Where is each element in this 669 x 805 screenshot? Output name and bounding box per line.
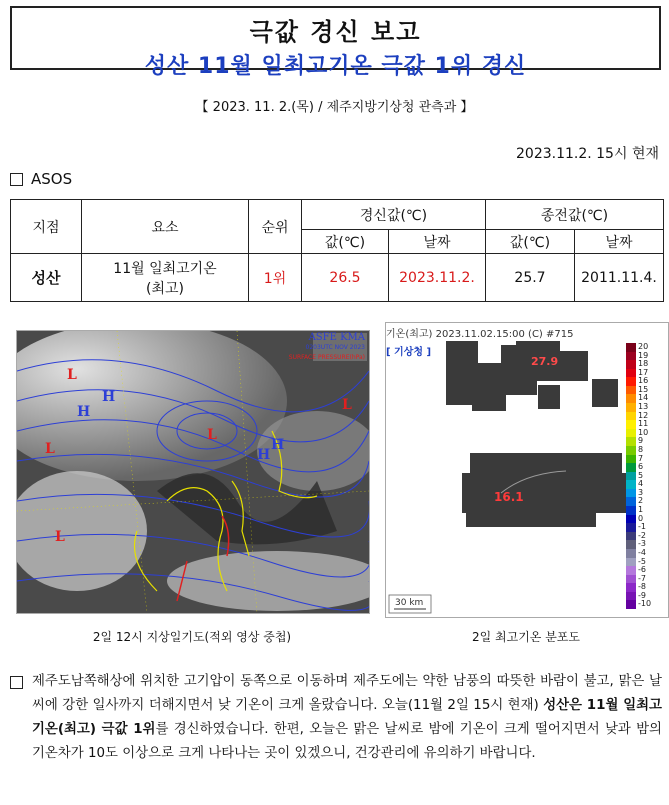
cell-new-date: 2023.11.2.	[389, 254, 486, 302]
legend-label: 16	[638, 376, 649, 386]
summary-text	[32, 670, 662, 766]
legend-label: 15	[638, 384, 649, 394]
legend-label: 9	[638, 436, 644, 446]
header-new-value: 경신값(℃)	[302, 200, 486, 230]
legend-swatch	[626, 403, 636, 412]
legend-label: -7	[638, 573, 646, 583]
legend-entry	[626, 575, 666, 584]
cell-element-line2: (최고)	[146, 280, 184, 297]
legend-label: -1	[638, 522, 646, 532]
header-element: 요소	[82, 200, 249, 254]
chart-stamp-time: 0203UTC NOV 2023	[305, 344, 365, 351]
high-pressure-marker: H	[271, 437, 285, 453]
legend-label: 13	[638, 402, 649, 412]
legend-swatch	[626, 489, 636, 498]
legend-swatch	[626, 420, 636, 429]
cell-station: 성산	[11, 254, 82, 302]
cell-element-line1: 11월 일최고기온	[113, 260, 217, 277]
header-station: 지점	[11, 200, 82, 254]
legend-swatch	[626, 472, 636, 481]
legend-entry	[626, 600, 666, 609]
legend-swatch	[626, 566, 636, 575]
legend-swatch	[626, 343, 636, 352]
legend-entry	[626, 523, 666, 532]
legend-entry	[626, 558, 666, 567]
high-pressure-marker: H	[257, 447, 271, 463]
legend-label: 2	[638, 496, 644, 506]
legend-entry	[626, 583, 666, 592]
legend-swatch	[626, 429, 636, 438]
max-temp-map	[385, 322, 669, 618]
map-scale-bar: 30 km	[395, 598, 424, 608]
title-box	[10, 6, 661, 79]
weather-chart-image	[17, 331, 369, 613]
section-asos	[10, 170, 72, 188]
section-label: ASOS	[31, 170, 73, 188]
office-line: 【 2023. 11. 2.(목) / 제주지방기상청 관측과 】	[195, 100, 474, 115]
legend-swatch	[626, 377, 636, 386]
legend-swatch	[626, 497, 636, 506]
legend-swatch	[626, 523, 636, 532]
cell-element	[82, 254, 249, 302]
figure2-caption: 2일 최고기온 분포도	[471, 630, 580, 644]
legend-swatch	[626, 592, 636, 601]
legend-label: -9	[638, 590, 646, 600]
legend-entry	[626, 497, 666, 506]
legend-entry	[626, 437, 666, 446]
cell-new-value: 26.5	[302, 254, 389, 302]
record-table	[10, 199, 664, 302]
map-agency: [ 기상청 ]	[386, 347, 432, 358]
color-legend	[626, 343, 666, 609]
high-pressure-marker: H	[77, 404, 91, 420]
map-value-top: 27.9	[531, 355, 559, 368]
map-value-center: 16.1	[494, 490, 524, 504]
chart-stamp	[289, 333, 365, 363]
summary-part1: 제주도남쪽해상에 위치한 고기압이 동쪽으로 이동하며 제주도에는 약한 남풍의 따뜻한 바람이 불고, 맑은 날씨에 강한 일사까지 더해지면서 낮 기온이 크게 올랐습니다. 오늘(11월 2일 15시 현재)	[32, 674, 662, 713]
map-title: 기온(최고) 2023.11.02.15:00 (C) #715	[386, 329, 574, 340]
legend-label: 19	[638, 350, 649, 360]
legend-label: -6	[638, 565, 646, 575]
header-new-val: 값(℃)	[302, 230, 389, 254]
page-title: 극값 경신 보고	[249, 18, 422, 46]
summary-bold: 성산은 11월 일최고기온(최고) 극값 1위	[32, 698, 662, 737]
legend-label: -2	[638, 530, 646, 540]
legend-swatch	[626, 600, 636, 609]
legend-label: 10	[638, 427, 649, 437]
legend-label: 5	[638, 470, 644, 480]
page-subtitle: 성산 11월 일최고기온 극값 1위 경신	[144, 54, 527, 79]
legend-label: 20	[638, 342, 649, 351]
header-rank: 순위	[249, 200, 302, 254]
chart-stamp-type: SURFACE PRESSURE(hPa)	[288, 354, 365, 361]
legend-swatch	[626, 506, 636, 515]
checkbox-square-icon	[10, 173, 23, 186]
surface-weather-chart	[16, 330, 370, 614]
figure1-caption: 2일 12시 지상일기도(적외 영상 중첩)	[92, 630, 292, 644]
legend-label: 7	[638, 453, 644, 463]
low-pressure-marker: L	[67, 367, 77, 383]
legend-swatch	[626, 360, 636, 369]
chart-stamp-agency: ASFE KMA	[308, 332, 365, 343]
legend-swatch	[626, 549, 636, 558]
as-of-time: 2023.11.2. 15시 현재	[516, 146, 659, 162]
legend-label: 12	[638, 410, 649, 420]
legend-label: 3	[638, 487, 644, 497]
legend-entry	[626, 506, 666, 515]
legend-entry	[626, 532, 666, 541]
legend-swatch	[626, 394, 636, 403]
legend-label: -3	[638, 539, 646, 549]
legend-swatch	[626, 437, 636, 446]
header-prev-val: 값(℃)	[486, 230, 575, 254]
legend-entry	[626, 480, 666, 489]
summary-part2: 를 경신하였습니다. 한편, 오늘은 맑은 날씨로 밤에 기온이 크게 떨어지면서 낮과 밤의 기온차가 10도 이상으로 크게 나타나는 곳이 있겠으니, 건강관리에 유의하기 바랍니다.	[32, 722, 662, 761]
legend-swatch	[626, 386, 636, 395]
legend-entry	[626, 515, 666, 524]
cell-rank: 1위	[249, 254, 302, 302]
legend-entry	[626, 540, 666, 549]
legend-swatch	[626, 369, 636, 378]
low-pressure-marker: L	[342, 397, 352, 413]
legend-label: -10	[638, 599, 652, 609]
legend-swatch	[626, 352, 636, 361]
legend-label: -8	[638, 582, 646, 592]
legend-swatch	[626, 532, 636, 541]
legend-swatch	[626, 480, 636, 489]
summary-paragraph	[10, 670, 662, 766]
header-prev-date: 날짜	[575, 230, 664, 254]
legend-label: 0	[638, 513, 644, 523]
legend-swatch	[626, 412, 636, 421]
legend-label: 17	[638, 367, 649, 377]
legend-swatch	[626, 455, 636, 464]
legend-label: 14	[638, 393, 649, 403]
legend-label: 1	[638, 505, 644, 515]
legend-entry	[626, 455, 666, 464]
cell-prev-date: 2011.11.4.	[575, 254, 664, 302]
legend-label: -5	[638, 556, 646, 566]
legend-entry	[626, 489, 666, 498]
legend-entry	[626, 549, 666, 558]
low-pressure-marker: L	[45, 441, 55, 457]
legend-label: 18	[638, 359, 649, 369]
legend-label: 4	[638, 479, 644, 489]
legend-swatch	[626, 540, 636, 549]
low-pressure-marker: L	[207, 427, 217, 443]
header-prev-value: 종전값(℃)	[486, 200, 664, 230]
legend-entry	[626, 566, 666, 575]
legend-swatch	[626, 583, 636, 592]
legend-label: 11	[638, 419, 649, 429]
legend-entry	[626, 429, 666, 438]
legend-swatch	[626, 575, 636, 584]
legend-label: -4	[638, 547, 646, 557]
checkbox-square-icon	[10, 676, 23, 689]
header-new-date: 날짜	[389, 230, 486, 254]
legend-swatch	[626, 558, 636, 567]
cell-prev-value: 25.7	[486, 254, 575, 302]
legend-entry	[626, 463, 666, 472]
legend-label: 6	[638, 462, 644, 472]
low-pressure-marker: L	[55, 529, 65, 545]
legend-entry	[626, 446, 666, 455]
legend-entry	[626, 472, 666, 481]
legend-swatch	[626, 463, 636, 472]
legend-swatch	[626, 515, 636, 524]
high-pressure-marker: H	[102, 389, 116, 405]
temp-map-image	[386, 323, 626, 617]
legend-label: 8	[638, 444, 644, 454]
legend-swatch	[626, 446, 636, 455]
